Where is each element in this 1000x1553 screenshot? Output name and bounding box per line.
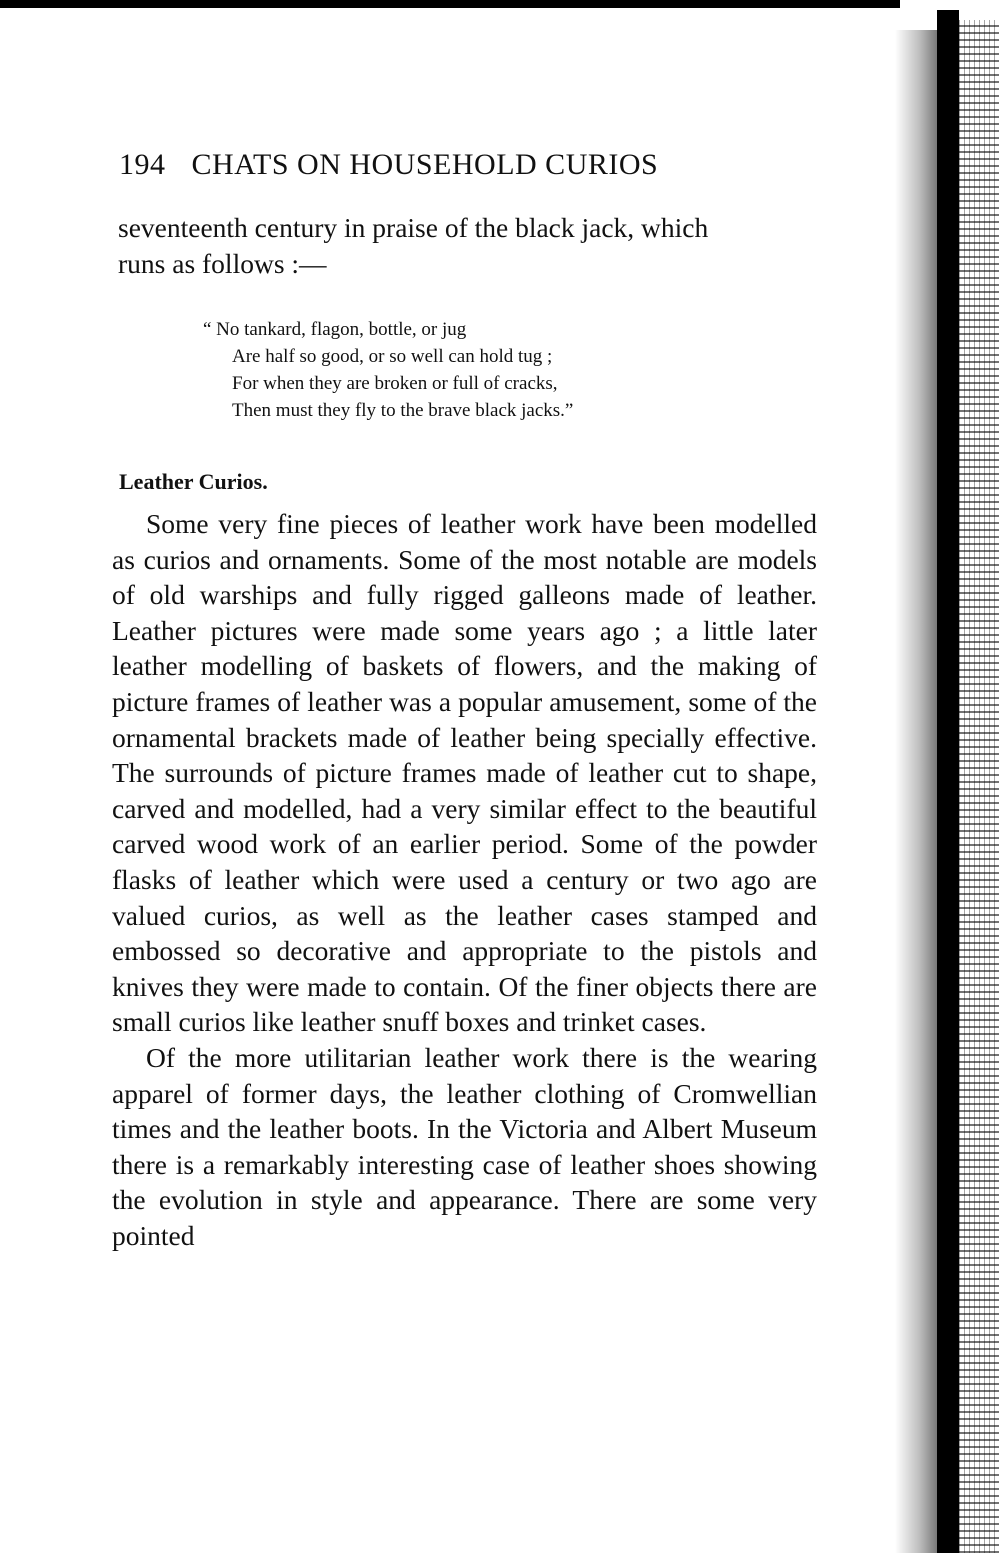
opening-line: runs as follows :— — [118, 247, 327, 279]
paragraph: Of the more utilitarian leather work there is the wearing apparel of former days, the leather clothing of Cromwellian times and the leather boots. In the Victoria and Albert Museum there is a remarkably interesting case of leather shoes showing the evolution in style and appearance. There are some very pointed — [112, 1041, 817, 1251]
body-text — [112, 506, 817, 1253]
verse-quotation — [203, 316, 763, 424]
top-edge-rule — [0, 0, 900, 8]
verse-line: Then must they fly to the brave black jacks.” — [232, 400, 574, 421]
binding-shadow — [895, 0, 1000, 1553]
section-heading: Leather Curios. — [119, 469, 268, 494]
paragraph: Some very fine pieces of leather work have been modelled as curios and ornaments. Some of the most notable are models of old warships and fully rigged galleons made of leather. Leather pictures were made some years ago ; a little later leather modelling of baskets of flowers, and the making of picture frames of leather was a popular amusement, some of the ornamental brackets made of leather being specially effective. The surrounds of picture frames made of leather cut to shape, carved and modelled, had a very similar effect to the beautiful carved wood work of an earlier period. Some of the powder flasks of leather which were used a century or two ago are valued curios, as well as the leather cases stamped and embossed so decorative and appropriate to the pistols and knives they were made to contain. Of the finer objects there are small curios like leather snuff boxes and trinket cases. — [112, 508, 817, 1038]
verse-line: Are half so good, or so well can hold tug ; — [232, 346, 553, 367]
running-title: CHATS ON HOUSEHOLD CURIOS — [191, 148, 659, 181]
verse-line: “ No tankard, flagon, bottle, or jug — [203, 319, 467, 340]
opening-text — [118, 210, 818, 281]
binding-band — [937, 10, 959, 1553]
binding-speckle — [959, 20, 999, 1553]
verse-line: For when they are broken or full of cracks, — [232, 373, 558, 394]
opening-line: seventeenth century in praise of the black jack, which — [118, 212, 709, 243]
running-header — [119, 148, 839, 182]
page-number: 194 — [119, 148, 166, 181]
